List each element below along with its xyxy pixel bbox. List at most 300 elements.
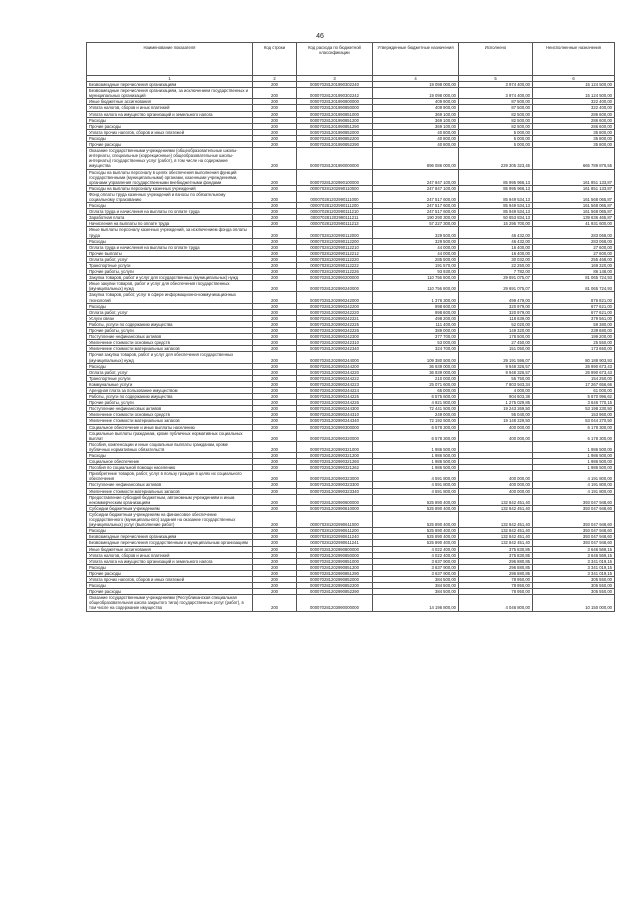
row-approved: 4 022 400,00 <box>373 546 459 552</box>
row-approved: 1 376 300,00 <box>373 292 459 303</box>
row-unexecuted: 1 986 500,00 <box>533 459 615 465</box>
row-approved: 377 700,00 <box>373 334 459 340</box>
row-budget-code: 000070281202990851000 <box>297 558 373 564</box>
row-unexecuted: 59 380,00 <box>533 321 615 327</box>
row-executed: 400 000,00 <box>459 424 533 430</box>
row-budget-code: 000070281202990851200 <box>297 564 373 570</box>
row-budget-code: 000070281202990850000 <box>297 552 373 558</box>
row-executed: 50 653 834,13 <box>459 215 533 221</box>
row-line-code: 200 <box>253 546 297 552</box>
row-unexecuted: 26 990 673,43 <box>533 369 615 375</box>
row-budget-code: 000070281202990300000 <box>297 424 373 430</box>
row-budget-code: 000070281202990111213 <box>297 221 373 227</box>
row-line-code: 200 <box>253 82 297 88</box>
row-name: Уплата налогов, сборов и иных платежей <box>87 105 253 111</box>
row-approved: 110 756 800,00 <box>373 275 459 281</box>
row-approved: 384 500,00 <box>373 583 459 589</box>
row-approved: 896 086 000,00 <box>373 148 459 169</box>
row-unexecuted: 379 561,00 <box>533 315 615 321</box>
row-line-code: 200 <box>253 482 297 488</box>
row-approved: 384 500,00 <box>373 589 459 595</box>
row-approved: 6 578 300,00 <box>373 430 459 441</box>
row-line-code: 200 <box>253 99 297 105</box>
row-executed: 149 320,00 <box>459 328 533 334</box>
row-budget-code: 000070281202990242300 <box>297 334 373 340</box>
row-budget-code: 000070281202990242200 <box>297 303 373 309</box>
row-line-code: 200 <box>253 387 297 393</box>
row-name: Расходы <box>87 453 253 459</box>
row-unexecuted: 283 068,00 <box>533 227 615 238</box>
row-line-code: 200 <box>253 558 297 564</box>
row-line-code: 200 <box>253 576 297 582</box>
row-executed: 132 842 451,40 <box>459 494 533 505</box>
row-line-code: 200 <box>253 244 297 250</box>
row-name: Закупка товаров, работ, услуг в сфере информационно-коммуникационных технологий <box>87 292 253 303</box>
row-approved: 285 500,00 <box>373 256 459 262</box>
row-budget-code: 000070281202990244222 <box>297 375 373 381</box>
row-executed: 375 830,85 <box>459 546 533 552</box>
row-approved: 324 700,00 <box>373 346 459 352</box>
row-executed: 9 948 326,57 <box>459 363 533 369</box>
row-executed: 16 400,00 <box>459 250 533 256</box>
row-executed: 132 842 451,40 <box>459 511 533 527</box>
row-executed: 3 974 400,00 <box>459 88 533 99</box>
row-budget-code: 000070281201990851000 <box>297 111 373 117</box>
row-unexecuted: 5 670 996,62 <box>533 394 615 400</box>
row-name: Увеличение стоимости материальных запасов <box>87 346 253 352</box>
row-name: Закупка товаров, работ и услуг для государственных (муниципальных) нужд <box>87 275 253 281</box>
row-unexecuted: 255 468,00 <box>533 256 615 262</box>
row-name: Расходы <box>87 238 253 244</box>
header-budget-code: Код расхода по бюджетной классификации <box>297 43 373 76</box>
row-name: Безвозмездные перечисления организациям, за исключением государственных и муниципальных организаций <box>87 88 253 99</box>
row-budget-code: 000070281202990244226 <box>297 400 373 406</box>
row-unexecuted: 81 065 724,93 <box>533 275 615 281</box>
row-line-code: 200 <box>253 263 297 269</box>
row-line-code: 200 <box>253 340 297 346</box>
row-line-code: 200 <box>253 375 297 381</box>
row-line-code: 200 <box>253 309 297 315</box>
row-name: Предоставление субсидий бюджетным, автономным учреждениям и иным некоммерческим организациям <box>87 494 253 505</box>
row-executed: 229 305 323,45 <box>459 148 533 169</box>
row-name: Субсидии бюджетным учреждениям на финансовое обеспечение государственного (муниципального) задания на оказание государственных (муниципальных) услуг (выполнение работ) <box>87 511 253 527</box>
row-executed <box>459 441 533 452</box>
row-name: Транспортные услуги <box>87 263 253 269</box>
row-name: Расходы <box>87 528 253 534</box>
row-unexecuted: 286 600,00 <box>533 123 615 129</box>
row-unexecuted: 286 600,00 <box>533 117 615 123</box>
row-line-code: 200 <box>253 540 297 546</box>
row-unexecuted: 4 191 800,00 <box>533 488 615 494</box>
row-approved: 1 986 500,00 <box>373 459 459 465</box>
row-name: Уплата налогов, сборов и иных платежей <box>87 552 253 558</box>
row-line-code: 200 <box>253 583 297 589</box>
row-executed: 22 250,00 <box>459 263 533 269</box>
row-unexecuted: 61 000,00 <box>533 387 615 393</box>
row-line-code: 200 <box>253 215 297 221</box>
row-budget-code: 000070281201990302242 <box>297 88 373 99</box>
row-approved: 111 400,00 <box>373 321 459 327</box>
row-unexecuted: 1 986 500,00 <box>533 465 615 471</box>
row-executed: 85 949 534,13 <box>459 209 533 215</box>
row-name: Безвозмездные перечисления организациям <box>87 82 253 88</box>
row-budget-code: 000070281202990244225 <box>297 394 373 400</box>
row-approved: 409 900,00 <box>373 99 459 105</box>
row-budget-code: 000070281201990851200 <box>297 117 373 123</box>
row-name: Оплата работ, услуг <box>87 309 253 315</box>
row-executed: 132 842 451,40 <box>459 540 533 546</box>
row-approved: 109 380 500,00 <box>373 352 459 363</box>
row-name: Прочая закупка товаров, работ и услуг для обеспечения государственных (муниципальных) нужд <box>87 352 253 363</box>
row-executed: 5 000,00 <box>459 129 533 135</box>
row-name: Расходы <box>87 363 253 369</box>
row-name: Иные бюджетные ассигнования <box>87 546 253 552</box>
row-budget-code: 000070281202990852000 <box>297 576 373 582</box>
row-approved: 369 100,00 <box>373 117 459 123</box>
row-executed: 82 500,00 <box>459 117 533 123</box>
row-line-code: 200 <box>253 129 297 135</box>
row-executed: 4 000,00 <box>459 387 533 393</box>
row-approved: 369 100,00 <box>373 111 459 117</box>
row-line-code: 200 <box>253 511 297 527</box>
row-line-code: 200 <box>253 209 297 215</box>
column-number: 5 <box>459 76 533 82</box>
row-approved: 4 591 800,00 <box>373 471 459 482</box>
row-name: Социальное обеспечение <box>87 459 253 465</box>
row-executed: 85 995 966,13 <box>459 185 533 191</box>
row-line-code: 200 <box>253 185 297 191</box>
row-unexecuted: 4 191 800,00 <box>533 482 615 488</box>
row-approved: 4 022 400,00 <box>373 552 459 558</box>
row-line-code: 200 <box>253 123 297 129</box>
row-line-code: 200 <box>253 381 297 387</box>
row-executed: 87 500,00 <box>459 105 533 111</box>
row-budget-code: 000070281201990000000 <box>297 148 373 169</box>
row-name: Оплата работ, услуг <box>87 256 253 262</box>
row-executed: 19 148 229,50 <box>459 418 533 424</box>
row-line-code: 200 <box>253 453 297 459</box>
row-executed: 296 880,85 <box>459 570 533 576</box>
row-unexecuted: 3 341 019,15 <box>533 564 615 570</box>
row-executed: 46 432,00 <box>459 227 533 238</box>
row-line-code: 200 <box>253 465 297 471</box>
row-line-code: 200 <box>253 488 297 494</box>
row-budget-code: 000070281202990111210 <box>297 209 373 215</box>
row-approved: 4 591 800,00 <box>373 488 459 494</box>
row-approved: 389 000,00 <box>373 328 459 334</box>
row-line-code: 200 <box>253 564 297 570</box>
row-budget-code: 000070281202990611241 <box>297 540 373 546</box>
row-approved: 329 500,00 <box>373 238 459 244</box>
row-name: Расходы на выплаты персоналу казенных учреждений <box>87 185 253 191</box>
row-executed: 19 243 269,50 <box>459 406 533 412</box>
row-approved: 44 000,00 <box>373 250 459 256</box>
row-executed: 7 782,00 <box>459 269 533 275</box>
row-line-code: 200 <box>253 412 297 418</box>
table-row <box>87 441 615 452</box>
row-unexecuted: 86 148,00 <box>533 269 615 275</box>
row-approved: 525 890 400,00 <box>373 540 459 546</box>
row-name: Расходы <box>87 564 253 570</box>
row-line-code: 200 <box>253 424 297 430</box>
row-unexecuted: 322 400,00 <box>533 99 615 105</box>
row-name: Прочие расходы <box>87 570 253 576</box>
row-budget-code: 000070281202990112226 <box>297 269 373 275</box>
row-approved: 525 890 400,00 <box>373 505 459 511</box>
table-row <box>87 148 615 169</box>
row-line-code: 200 <box>253 315 297 321</box>
row-name: Оказание государственными учреждениями (общеобразовательные школы-интернаты, специальные (коррекционные) общеобразовательные школы-интернаты) государственных услуг (работ), в том числе на содержание имущества <box>87 148 253 169</box>
row-approved: 53 000,00 <box>373 340 459 346</box>
row-budget-code: 000070281201990302240 <box>297 82 373 88</box>
row-approved: 369 100,00 <box>373 123 459 129</box>
row-executed: 52 020,00 <box>459 321 533 327</box>
row-name: Оплата труда и начисления на выплаты по оплате труда <box>87 209 253 215</box>
row-approved: 57 227 300,00 <box>373 221 459 227</box>
row-budget-code: 000070281202990242226 <box>297 328 373 334</box>
row-budget-code: 000070281202990111211 <box>297 215 373 221</box>
row-budget-code: 000070281202990611200 <box>297 528 373 534</box>
row-executed: 5 000,00 <box>459 135 533 141</box>
row-budget-code: 000070281202990242310 <box>297 340 373 346</box>
header-executed: Исполнено <box>459 43 533 76</box>
row-approved: 1 986 500,00 <box>373 465 459 471</box>
row-unexecuted: 139 636 465,87 <box>533 215 615 221</box>
row-approved: 525 890 400,00 <box>373 494 459 505</box>
row-name: Транспортные услуги <box>87 375 253 381</box>
row-budget-code: 000070281202990323340 <box>297 488 373 494</box>
row-approved: 329 500,00 <box>373 227 459 238</box>
row-budget-code: 000070281202990242220 <box>297 309 373 315</box>
row-line-code: 200 <box>253 117 297 123</box>
row-unexecuted: 35 800,00 <box>533 129 615 135</box>
row-budget-code: 000070281202990112000 <box>297 227 373 238</box>
row-budget-code: 000070281202990852290 <box>297 589 373 595</box>
row-line-code: 200 <box>253 203 297 209</box>
table-row <box>87 292 615 303</box>
row-unexecuted: 3 646 569,15 <box>533 546 615 552</box>
row-line-code: 200 <box>253 394 297 400</box>
row-budget-code: 000070281201990852000 <box>297 129 373 135</box>
row-name: Поступление нефинансовых активов <box>87 406 253 412</box>
row-budget-code: 000070281201990852200 <box>297 135 373 141</box>
row-name: Оказание государственными учреждениями (Ресгубликанская специальная общеобразовательная школа закрытого типа) государственных услуг (работ), в том числе на содержание имущества <box>87 595 253 611</box>
row-budget-code: 000070281202990244220 <box>297 369 373 375</box>
row-name: Расходы <box>87 203 253 209</box>
row-unexecuted: 10 150 000,00 <box>533 595 615 611</box>
row-line-code: 200 <box>253 528 297 534</box>
row-unexecuted: 677 621,00 <box>533 303 615 309</box>
row-approved: 998 600,00 <box>373 303 459 309</box>
row-unexecuted: 161 851 133,87 <box>533 185 615 191</box>
row-name: Увеличение стоимости материальных запасов <box>87 488 253 494</box>
row-unexecuted: 677 621,00 <box>533 309 615 315</box>
row-budget-code: 000070281202990244300 <box>297 406 373 412</box>
row-approved: 249 000,00 <box>373 412 459 418</box>
table-header-row <box>87 43 615 76</box>
row-unexecuted: 173 650,00 <box>533 346 615 352</box>
row-unexecuted: 80 188 903,93 <box>533 352 615 363</box>
row-unexecuted: 393 047 948,60 <box>533 511 615 527</box>
row-budget-code: 000070281202990321200 <box>297 453 373 459</box>
column-number: 2 <box>253 76 297 82</box>
row-name: Прочие работы, услуги <box>87 400 253 406</box>
row-budget-code: 000070281202990852200 <box>297 583 373 589</box>
row-name: Начисления на выплаты по оплате труда <box>87 221 253 227</box>
row-unexecuted: 41 931 600,00 <box>533 221 615 227</box>
row-budget-code: 000070281202990244200 <box>297 363 373 369</box>
table-row <box>87 227 615 238</box>
row-line-code: 200 <box>253 534 297 540</box>
row-name: Прочие работы, услуги <box>87 328 253 334</box>
row-executed: 82 500,00 <box>459 123 533 129</box>
table-row <box>87 281 615 292</box>
row-executed: 132 842 451,40 <box>459 528 533 534</box>
row-name: Услуги связи <box>87 315 253 321</box>
row-executed: 1 275 029,85 <box>459 400 533 406</box>
row-line-code: 200 <box>253 595 297 611</box>
row-name: Увеличение стоимости материальных запасов <box>87 418 253 424</box>
row-name: Уплата прочих налогов, сборов и иных платежей <box>87 576 253 582</box>
row-unexecuted: 35 800,00 <box>533 142 615 148</box>
row-budget-code: 000070281202990242000 <box>297 292 373 303</box>
row-unexecuted: 15 124 500,00 <box>533 82 615 88</box>
row-line-code: 200 <box>253 238 297 244</box>
row-executed: 85 949 534,13 <box>459 191 533 202</box>
row-budget-code: 000070281202990321000 <box>297 441 373 452</box>
header-name: Наименование показателя <box>87 43 253 76</box>
row-executed: 400 000,00 <box>459 482 533 488</box>
row-name: Расходы <box>87 135 253 141</box>
row-approved: 3 637 900,00 <box>373 570 459 576</box>
row-name: Коммунальные услуги <box>87 381 253 387</box>
row-approved: 36 939 000,00 <box>373 363 459 369</box>
row-unexecuted: 81 065 724,93 <box>533 281 615 292</box>
row-line-code: 200 <box>253 494 297 505</box>
row-name: Уплата налога на имущество организаций и земельного налога <box>87 558 253 564</box>
row-unexecuted: 3 646 569,15 <box>533 552 615 558</box>
row-budget-code: 000070281201990852290 <box>297 142 373 148</box>
row-executed: 29 691 075,07 <box>459 275 533 281</box>
row-name: Уплата прочих налогов, сборов и иных платежей <box>87 129 253 135</box>
row-line-code: 200 <box>253 459 297 465</box>
row-unexecuted: 305 550,00 <box>533 589 615 595</box>
row-approved: 4 591 800,00 <box>373 482 459 488</box>
row-budget-code: 000070281202990600000 <box>297 494 373 505</box>
row-unexecuted: 393 047 948,60 <box>533 528 615 534</box>
row-executed: 85 949 534,13 <box>459 203 533 209</box>
row-line-code: 200 <box>253 505 297 511</box>
row-unexecuted: 153 960,00 <box>533 412 615 418</box>
row-budget-code: 000070281202990320000 <box>297 430 373 441</box>
row-approved: 110 756 800,00 <box>373 281 459 292</box>
row-line-code: 200 <box>253 148 297 169</box>
row-unexecuted: 169 320,00 <box>533 263 615 269</box>
row-approved: 40 800,00 <box>373 142 459 148</box>
row-line-code: 200 <box>253 281 297 292</box>
row-executed: 29 191 596,07 <box>459 352 533 363</box>
row-approved: 498 200,00 <box>373 315 459 321</box>
row-line-code: 200 <box>253 269 297 275</box>
row-unexecuted: 393 047 948,60 <box>533 534 615 540</box>
row-approved: 1 986 500,00 <box>373 453 459 459</box>
row-line-code: 200 <box>253 441 297 452</box>
row-budget-code: 000070281202990321262 <box>297 465 373 471</box>
row-executed: 27 450,00 <box>459 340 533 346</box>
row-unexecuted: 305 550,00 <box>533 583 615 589</box>
row-approved: 191 570,00 <box>373 263 459 269</box>
row-approved: 998 600,00 <box>373 309 459 315</box>
row-line-code: 200 <box>253 369 297 375</box>
row-unexecuted: 15 124 500,00 <box>533 88 615 99</box>
row-approved: 247 517 600,00 <box>373 203 459 209</box>
row-executed: 178 500,00 <box>459 334 533 340</box>
row-approved: 72 192 500,00 <box>373 418 459 424</box>
row-unexecuted: 26 990 673,43 <box>533 363 615 369</box>
row-budget-code: 000070281201990800000 <box>297 99 373 105</box>
row-budget-code: 000070281202990244224 <box>297 387 373 393</box>
row-budget-code: 000070281202990244340 <box>297 418 373 424</box>
row-executed: 118 639,00 <box>459 315 533 321</box>
row-executed: 400 000,00 <box>459 488 533 494</box>
row-line-code: 200 <box>253 418 297 424</box>
row-line-code: 200 <box>253 570 297 576</box>
row-unexecuted: 3 646 770,15 <box>533 400 615 406</box>
row-budget-code: 000070281202990112210 <box>297 244 373 250</box>
row-unexecuted: 239 680,00 <box>533 328 615 334</box>
row-name: Увеличение стоимости основных средств <box>87 340 253 346</box>
row-executed: 3 974 400,00 <box>459 82 533 88</box>
row-approved: 3 637 900,00 <box>373 564 459 570</box>
row-name: Безвозмездные перечисления организациям <box>87 534 253 540</box>
row-unexecuted: 876 821,00 <box>533 292 615 303</box>
row-unexecuted: 53 044 270,50 <box>533 418 615 424</box>
row-approved: 247 847 100,00 <box>373 169 459 185</box>
row-executed: 320 979,00 <box>459 303 533 309</box>
row-line-code: 200 <box>253 111 297 117</box>
row-unexecuted: 283 068,00 <box>533 238 615 244</box>
row-unexecuted: 393 047 948,60 <box>533 505 615 511</box>
row-approved: 525 890 400,00 <box>373 534 459 540</box>
row-executed: 29 691 075,07 <box>459 281 533 292</box>
table-row <box>87 511 615 527</box>
row-unexecuted: 286 600,00 <box>533 111 615 117</box>
row-name: Оплата работ, услуг <box>87 369 253 375</box>
row-budget-code: 000070281202990611240 <box>297 534 373 540</box>
row-approved: 247 847 100,00 <box>373 185 459 191</box>
row-unexecuted: 322 400,00 <box>533 105 615 111</box>
table-row <box>87 430 615 441</box>
row-name: Иные выплаты персоналу казенных учреждений, за исключением фонда оплаты труда <box>87 227 253 238</box>
row-budget-code: 000070281202990111000 <box>297 191 373 202</box>
row-name: Прочие работы, услуги <box>87 269 253 275</box>
row-budget-code: 000070281202990244223 <box>297 381 373 387</box>
row-budget-code: 000070281202990110000 <box>297 185 373 191</box>
row-name: Безвозмездные перечисления государственным и муниципальным организациям <box>87 540 253 546</box>
table-row <box>87 88 615 99</box>
row-line-code: 200 <box>253 169 297 185</box>
row-line-code: 200 <box>253 135 297 141</box>
row-approved: 65 000,00 <box>373 387 459 393</box>
row-approved: 6 578 300,00 <box>373 424 459 430</box>
row-unexecuted: 35 800,00 <box>533 135 615 141</box>
row-executed: 151 050,00 <box>459 346 533 352</box>
row-line-code: 200 <box>253 400 297 406</box>
table-row <box>87 494 615 505</box>
row-name: Прочие расходы <box>87 123 253 129</box>
row-approved: 72 441 500,00 <box>373 406 459 412</box>
row-line-code: 200 <box>253 227 297 238</box>
